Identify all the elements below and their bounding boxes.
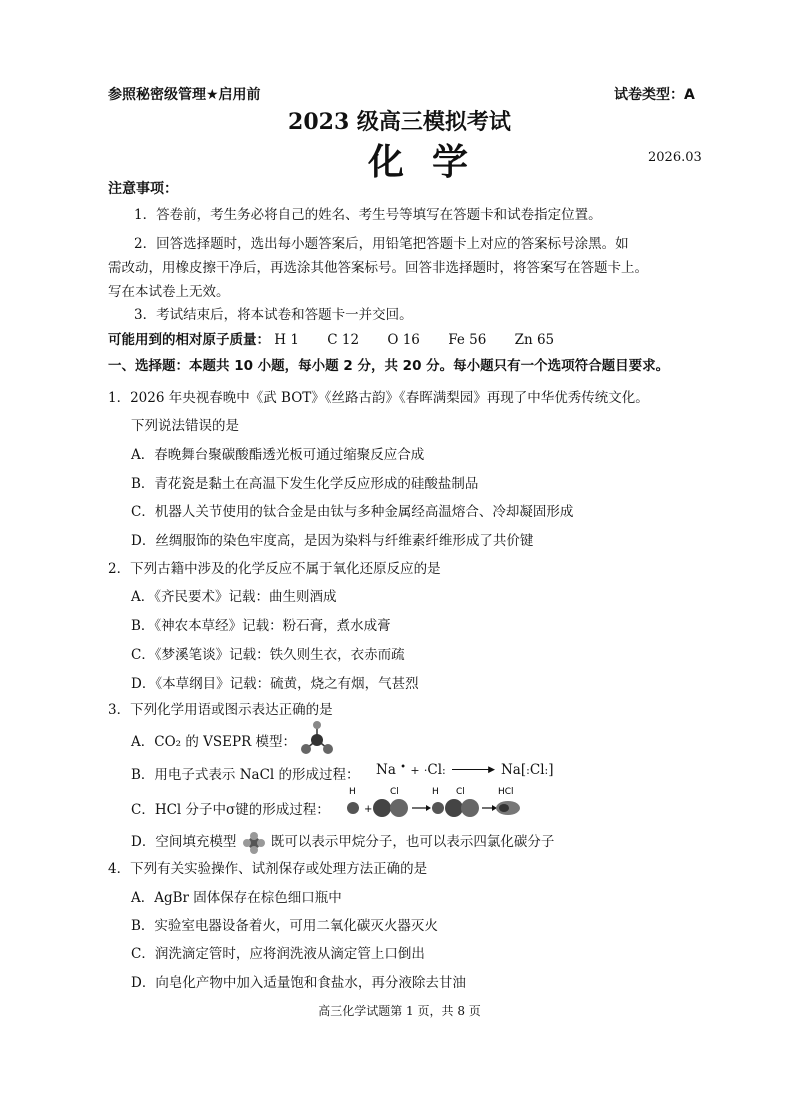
notice-item-3: 3．考试结束后，将本试卷和答题卡一并交回。 bbox=[134, 307, 413, 323]
notice-item-1: 1．答卷前，考生务必将自己的姓名、考生号等填写在答题卡和试卷指定位置。 bbox=[134, 207, 602, 223]
question-4-option-c: C．润洗滴定管时，应将润洗液从滴定管上口倒出 bbox=[131, 946, 425, 962]
confidential-label: 参照秘密级管理★启用前 bbox=[108, 87, 261, 103]
atomic-mass-row bbox=[108, 330, 578, 350]
atomic-mass-item: Fe 56 bbox=[448, 332, 487, 348]
question-3-stem: 3．下列化学用语或图示表达正确的是 bbox=[108, 702, 333, 718]
question-4-stem: 4．下列有关实验操作、试剂保存或处理方法正确的是 bbox=[108, 861, 428, 877]
question-3-option-b bbox=[131, 763, 360, 783]
question-2-stem: 2．下列古籍中涉及的化学反应不属于氧化还原反应的是 bbox=[108, 561, 441, 577]
question-2-option-d: D．《本草纲目》记载：硫黄，烧之有烟，气甚烈 bbox=[131, 676, 419, 692]
question-3-option-d-text: D．空间填充模型 bbox=[131, 834, 237, 850]
notice-heading: 注意事项： bbox=[108, 181, 178, 197]
question-3-option-d-text-2: 既可以表示甲烷分子，也可以表示四氯化碳分子 bbox=[270, 834, 555, 850]
atomic-mass-item: O 16 bbox=[387, 332, 420, 348]
orbital-label-h2: H bbox=[432, 787, 439, 797]
question-3-option-a bbox=[131, 730, 296, 750]
question-3-option-c bbox=[131, 798, 330, 818]
paper-type-label: 试卷类型：A bbox=[614, 87, 695, 103]
orbital-label-h1: H bbox=[349, 787, 356, 797]
question-4-option-b: B．实验室电器设备着火，可用二氧化碳灭火器灭火 bbox=[131, 918, 438, 934]
svg-text:+: + bbox=[364, 804, 373, 815]
orbital-label-hcl: HCl bbox=[498, 787, 514, 797]
atomic-mass-item: C 12 bbox=[327, 332, 360, 348]
question-2-option-b: B．《神农本草经》记载：粉石膏，煮水成膏 bbox=[131, 618, 391, 634]
question-4-option-d: D．向皂化产物中加入适量饱和食盐水，再分液除去甘油 bbox=[131, 975, 466, 991]
notice-item-2-line2: 需改动，用橡皮擦干净后，再选涂其他答案标号。回答非选择题时，将答案写在答题卡上。 bbox=[108, 260, 648, 276]
question-3-option-a-text: A．CO₂ 的 VSEPR 模型： bbox=[131, 734, 297, 750]
subject-title: 化学 bbox=[368, 141, 497, 183]
formula-cl-right: Cl bbox=[529, 762, 545, 778]
formula-cl-left: Cl bbox=[427, 762, 443, 778]
section-1-heading: 一、选择题：本题共 10 小题，每小题 2 分，共 20 分。每小题只有一个选项符合题目要求。 bbox=[108, 358, 670, 374]
space-filling-model-figure bbox=[241, 832, 267, 854]
atomic-mass-label: 可能用到的相对原子质量： bbox=[108, 332, 270, 348]
vsepr-model-figure bbox=[300, 718, 334, 758]
question-3-option-d bbox=[131, 830, 554, 854]
question-3-option-b-text: B．用电子式表示 NaCl 的形成过程： bbox=[131, 767, 360, 783]
atomic-mass-item: Zn 65 bbox=[514, 332, 555, 348]
question-1-option-d: D．丝绸服饰的染色牢度高，是因为染料与纤维素纤维形成了共价键 bbox=[131, 533, 534, 549]
orbital-label-cl2: Cl bbox=[456, 787, 465, 797]
hcl-sigma-bond-figure bbox=[344, 784, 528, 820]
page-footer: 高三化学试题第 1 页，共 8 页 bbox=[318, 1004, 481, 1018]
orbital-label-cl1: Cl bbox=[390, 787, 399, 797]
atomic-mass-item: H 1 bbox=[274, 332, 299, 348]
question-1-stem-line1: 1．2026 年央视春晚中《武 BOT》《丝路古韵》《春晖满梨园》再现了中华优秀传统文化。 bbox=[108, 390, 649, 406]
formula-na-left: Na bbox=[376, 762, 396, 778]
nacl-formation-formula: Na • + ·Cl: ▶ Na[:Cl:] bbox=[376, 762, 554, 778]
formula-na-right: Na bbox=[500, 762, 521, 778]
question-3-option-c-text: C．HCl 分子中σ键的形成过程： bbox=[131, 802, 330, 818]
question-1-stem-line2: 下列说法错误的是 bbox=[131, 418, 239, 434]
question-2-option-a: A．《齐民要术》记载：曲生则酒成 bbox=[131, 589, 337, 605]
question-1-option-c: C．机器人关节使用的钛合金是由钛与多种金属经高温熔合、冷却凝固形成 bbox=[131, 504, 574, 520]
question-1-option-a: A．春晚舞台聚碳酸酯透光板可通过缩聚反应合成 bbox=[131, 447, 425, 463]
exam-date: 2026.03 bbox=[648, 150, 702, 165]
notice-item-2-line3: 写在本试卷上无效。 bbox=[108, 284, 230, 300]
exam-title: 2023 级高三模拟考试 bbox=[288, 109, 511, 135]
question-2-option-c: C．《梦溪笔谈》记载：铁久则生衣，衣赤而疏 bbox=[131, 647, 405, 663]
notice-item-2-line1: 2．回答选择题时，选出每小题答案后，用铅笔把答题卡上对应的答案标号涂黑。如 bbox=[134, 236, 629, 252]
question-1-option-b: B．青花瓷是黏土在高温下发生化学反应形成的硅酸盐制品 bbox=[131, 476, 479, 492]
question-4-option-a: A．AgBr 固体保存在棕色细口瓶中 bbox=[131, 890, 342, 906]
